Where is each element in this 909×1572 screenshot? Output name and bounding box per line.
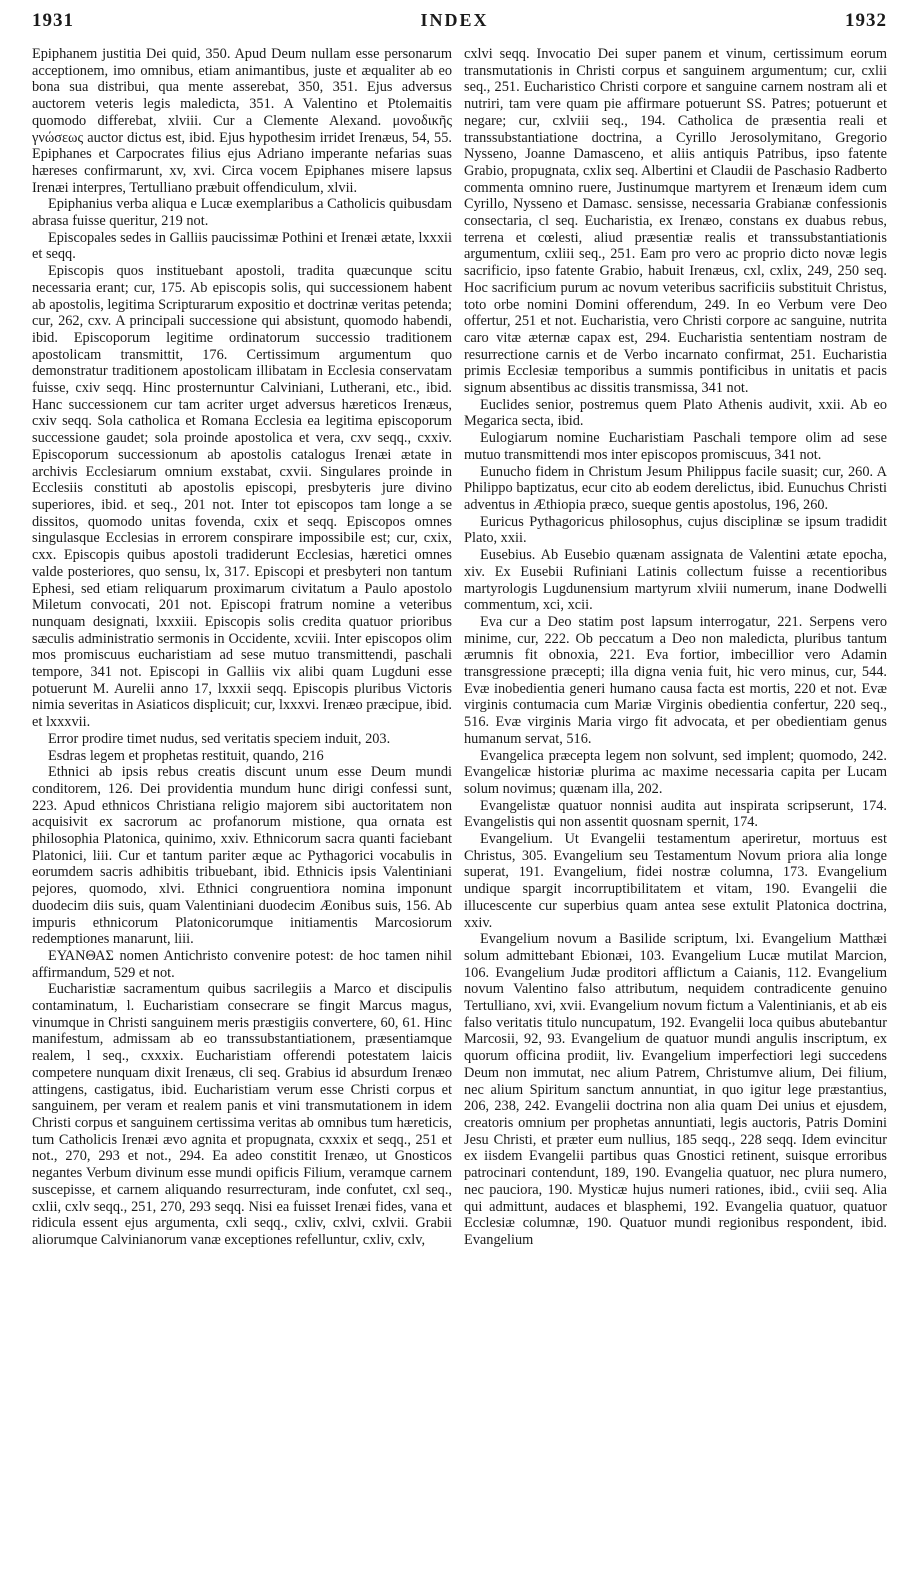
index-entry: Evangelium novum a Basilide scriptum, lxi. Evangelium Matthæi solum admittebant Ebionæi, 103. Evangelium Lucæ mutilat Marcion, 106. Evangelium Judæ proditori afflictum a Caianis, 112. Evangelium novum Valentino falso attributum, nequidem contradicente genuino Tertulliano, xvi, xvii. Evangelium novum fictum a Valentinianis, et ab eis falso veritatis titulo nuncupatum, 192. Evangelii loca quibus abutebantur Marcosii, 92, 93. Evangelium de quatuor mundi angulis inscriptum, ex quorum officina prodiit, liv. Evangelium imperfectiori legi succedens Deum non immutat, nec alium Patrem, Christumve alium, Dei filium, nec alium Spiritum sanctum annuntiat, in quo igitur lege præstantius, 206, 238, 242. Evangelii doctrina non alia quam Dei unius et ejusdem, creatoris omnium per prophetas annuntiati, legis auctoris, Patris Domini Jesu Christi, et præter eum nullius, 185 seqq., 228 seqq. Idem evincitur ex iisdem Evangelii partibus quas Gnostici retinent, suisque erroribus patrocinari contendunt, 189, 190. Evangelia quatuor, nec plura numero, nec pauciora, 190. Mysticæ hujus numeri rationes, ibid., cviii seq. Alia qui admittunt, audaces et blasphemi, 192. Evangelia quatuor, quatuor Ecclesiæ columnæ, 190. Quatuor mundi regionibus respondent, ibid. Evangelium bbox=[464, 931, 887, 1248]
index-entry: Eulogiarum nomine Eucharistiam Paschali tempore olim ad sese mutuo transmittendi mos inter episcopos promiscuus, 341 not. bbox=[464, 430, 887, 463]
running-title: INDEX bbox=[420, 10, 489, 30]
index-entry: Episcopis quos instituebant apostoli, tradita quæcunque scitu necessaria erant; cur, 175. Ab episcopis solis, qui successionem habent ab apostolis, legitima Scripturarum expositio et doctrinæ veritas petenda; cur, 262, cxv. A principali successione qui absistunt, quomodo habendi, ibid. Episcoporum legitime ordinatorum successio traditionem apostolicam transmittit, 176. Certissimum argumentum quo demonstratur traditionem apostolicam illibatam in Ecclesia conservatam fuisse, cxiv seqq. Hinc prosternuntur Calviniani, Lutherani, etc., ibid. Hanc successionem cur tam acriter urget adversus hæreticos Irenæus, cxiv seqq. Sola catholica et Romana Ecclesia ea legitima episcoporum successione gaudet; sola proinde apostolica et vera, cxv seqq., cxxiv. Episcoporum successionum ab apostolis catalogus Irenæi ætate in archivis Ecclesiarum omnium exstabat, cxvii. Singulares proinde in Ecclesiis constituti ab apostolis episcopi, presbyteris jure divino superiores, ibid. et seq., 201 not. Inter tot episcopos tam longe a se dissitos, quomodo unitas fovenda, cxix et seqq. Episcopos omnes singulasque Ecclesias in errorem conspirare impossibile est; cur, cxix, cxx. Episcopis quibus apostoli tradiderunt Ecclesias, hæretici omnes valde posteriores, quo sensu, lx, 317. Episcopi et presbyteri non tantum Ephesi, sed etiam reliquarum proximarum civitatum a Paulo apostolo Miletum convocati, 201 not. Episcopi fratrum nomine a veteribus nunquam designati, lxxxiii. Episcopis solis credita quatuor prioribus sæculis administratio sermonis in Occidente, xcviii. Inter episcopos olim mos promiscuus eucharistiam ad sese mutuo transmittendi, paschali tempore, 341 not. Episcopi in Galliis vix alibi quam Lugduni esse potuerunt M. Aurelii anno 17, lxxxii seqq. Episcopis pluribus Victoris nimia severitas in Asiaticos displicuit; cur, lxxxvi. Irenæo præcipue, ibid. et lxxxvii. bbox=[32, 263, 452, 731]
index-entry: Evangelica præcepta legem non solvunt, sed implent; quomodo, 242. Evangelicæ historiæ plurima ac maxime necessaria capita per Lucam solum novimus; quænam illa, 202. bbox=[464, 747, 887, 797]
index-entry: Esdras legem et prophetas restituit, quando, 216 bbox=[48, 747, 324, 764]
index-entry: Euricus Pythagoricus philosophus, cujus disciplinæ se ipsum tradidit Plato, xxii. bbox=[464, 513, 887, 547]
page-header bbox=[0, 10, 909, 40]
index-entry: Eunucho fidem in Christum Jesum Philippus facile suasit; cur, 260. A Philippo baptizatus, ecur cito ab eodem derelictus, ibid. Eunuchus Christi adventus in Æthiopia præco, sueque gentis apostolus, 196, 260. bbox=[464, 463, 887, 513]
index-entry: Eva cur a Deo statim post lapsum interrogatur, 221. Serpens vero minime, cur, 222. Ob peccatum a Deo non maledicta, pluribus tantum ærumnis fit obnoxia, 221. Eva fortior, imbecillior vero Adamin transgressione præcepti; illa digna venia fuit, hic vero minus, cur, 544. Evæ inobedientia generi humano causa facta est mortis, 220 et not. Evæ virginis contumacia cum Mariæ Virginis obedientia confertur, 220 seq., 516. Evæ virginis Maria virgo fit advocata, et per obedientiam genus humanum servat, 516. bbox=[464, 613, 887, 747]
index-entry: Epiphanius verba aliqua e Lucæ exemplaribus a Catholicis quibusdam abrasa fuisse queritur, 219 not. bbox=[32, 196, 452, 230]
right-column bbox=[464, 46, 887, 1561]
index-entry: Eusebius. Ab Eusebio quænam assignata de Valentini ætate epocha, xiv. Ex Eusebii Rufiniani Latinis collectum fuisse a recentioribus martyrologis Lugdunensium martyrum xlviii numerum, inane Dodwelli commentum, xci, xcii. bbox=[464, 547, 887, 614]
index-entry: ΕΥΑΝΘΑΣ nomen Antichristo convenire potest: de hoc tamen nihil affirmandum, 529 et not. bbox=[32, 947, 452, 981]
page-number-left: 1931 bbox=[32, 10, 74, 31]
index-entry: Ethnici ab ipsis rebus creatis discunt unum esse Deum mundi conditorem, 126. Dei providentia mundum hunc dirigi confessi sunt, 223. Apud ethnicos Christiana religio majorem sibi auctoritatem non acquisivit ex sacrorum ac profanorum mistione, qua ornata est philosophia Platonica, quinimo, xxiv. Ethnicorum sacra quanti faciebant Platonici, liii. Cur et tantum pariter æque ac Pythagorici vocabulis in eorumdem sacris adhibitis tribuebant, ibid. Ethnicis ipsis Valentiniani pejores, quomodo, xlvi. Ethnici congruentiora nomina imponunt duodecim diis suis, quam Valentiniani duodecim Æonibus suis, 156. Ab impuris ethnicorum Platonicorumque initiamentis Marcosiorum redemptiones manarunt, liii. bbox=[32, 764, 452, 948]
index-entry: Evangelium. Ut Evangelii testamentum aperiretur, mortuus est Christus, 305. Evangelium seu Testamentum Novum priora alia longe superat, 191. Evangelium, fidei nostræ columna, 173. Evangelium undique spargit incorruptibilitatem et vitam, 190. Evangelii die illucescente cur superbius quam antea sese extulit Platonica doctrina, xxiv. bbox=[464, 831, 887, 931]
index-entry: Euclides senior, postremus quem Plato Athenis audivit, xxii. Ab eo Megarica secta, ibid. bbox=[464, 396, 887, 430]
index-entry: Error prodire timet nudus, sed veritatis speciem induit, 203. bbox=[48, 730, 391, 747]
index-entry: Evangelistæ quatuor nonnisi audita aut inspirata scripserunt, 174. Evangelistis qui non assentit quosnam spernit, 174. bbox=[464, 797, 887, 831]
index-entry: cxlvi seqq. Invocatio Dei super panem et vinum, certissimum eorum transmutationis in Christi corpus et sanguinem argumentum; cur, cxlii seq., 251. Eucharistico Christi corpore et sanguine carnem nostram ali et nutriri, tam vere quam pie affirmare potuerunt SS. Patres; potuerunt et negare; cur, cxlviii seq., 194. Catholica de præsentia reali et transsubstantiatione doctrina, a Cyrillo Jerosolymitano, Gregorio Nysseno, Joanne Damasceno, et aliis antiquis Patribus, ipso fatente Grabio, propugnata, cxlix seq. Albertini et Claudii de Paschasio Radberto commenta omnino ruere, Justinumque martyrem et Irenæum idem cum Cyrillo, Nysseno et Damasc. sensisse, necessaria Grabianæ confessionis consectaria, cl seq. Eucharistia, ex Irenæo, constans ex duabus rebus, terrena et cœlesti, aliud præsentiæ realis et transsubstantiationis argumentum, cxliii seq., 251. Eam pro vero ac proprio dicto novæ legis sacrificio, ipso fatente Grabio, habuit Irenæus, cxl, cxlix, 249, 250 seq. Hoc sacrificium purum ac novum veteribus sacrificiis substituit Christus, toto orbe nomini Domini offerendum, 249. In eo Verbum vere Deo offertur, 251 et not. Eucharistia, vero Christi corpore ac sanguine, nutrita caro vitæ æternæ capax est, 294. Eucharistia sententiam nostram de resurrectione carnis et de Verbo incarnato confirmat, 251. Eucharistia primis Ecclesiæ temporibus a summis pontificibus in unitatis et pacis signum absentibus ac dissitis transmissa, 341 not. bbox=[464, 46, 887, 397]
index-entry: Eucharistiæ sacramentum quibus sacrilegiis a Marco et discipulis contaminatum, l. Eucharistiam consecrare se fingit Marcus magus, vinumque in Christi sanguinem meris præstigiis convertere, 60, 61. Hinc manifestum, admissam ab eo transsubstantiationem, præsentiamque realem, l seq., cxxxix. Eucharistiam offerendi potestatem laicis competere nunquam dixit Irenæus, cli seq. Grabius id absurdum Irenæo attingens, castigatus, ibid. Eucharistiam verum esse Christi corpus et sanguinem, per veram et realem panis et vini transmutationem in idem Christi corpus et sanguinem certissima veritas ab omnibus tum hæreticis, tum Catholicis Irenæi ævo agnita et propugnata, cxxxix et seqq., 251 et not., 270, 293 et not., 294. Ea adeo constitit Irenæo, ut Gnosticos negantes Verbum divinum esse mundi opificis Filium, veramque carnem suscepisse, et carnem aliquando resurrecturam, inde confutet, cxl seq., cxlii, cxlv seqq., 251, 270, 293 seqq. Nisi ea fuisset Irenæi fides, vana et ridicula essent ejus argumenta, cxli seqq., cxliv, cxlvi, cxlvii. Grabii aliorumque Calvinianorum vanæ exceptiones refelluntur, cxliv, cxlv, bbox=[32, 981, 452, 1248]
left-column bbox=[32, 46, 452, 1561]
index-entry: Episcopales sedes in Galliis paucissimæ Pothini et Irenæi ætate, lxxxii et seqq. bbox=[32, 229, 452, 263]
index-entry: Epiphanem justitia Dei quid, 350. Apud Deum nullam esse personarum acceptionem, imo omnibus, etiam animantibus, juste et æqualiter ab eo bona sua distribui, qua mente asserebat, 350, 351. Ejus adversus auctorem veteris legis maledicta, 351. A Valentino et Ptolemaitis quomodo differebat, xlviii. Cur a Clemente Alexand. μονοδικῆς γνώσεως auctor dictus est, ibid. Ejus hypothesim irridet Irenæus, 54, 55. Epiphanes et Carpocrates filius ejus Adriano imperante nefarias suas hæreses confirmarunt, xv, xvi. Circa vocem Epiphanes misere lapsus Irenæi interpres, Tertulliano præbuit offendiculum, xlvii. bbox=[32, 46, 452, 196]
page-number-right: 1932 bbox=[845, 10, 887, 31]
